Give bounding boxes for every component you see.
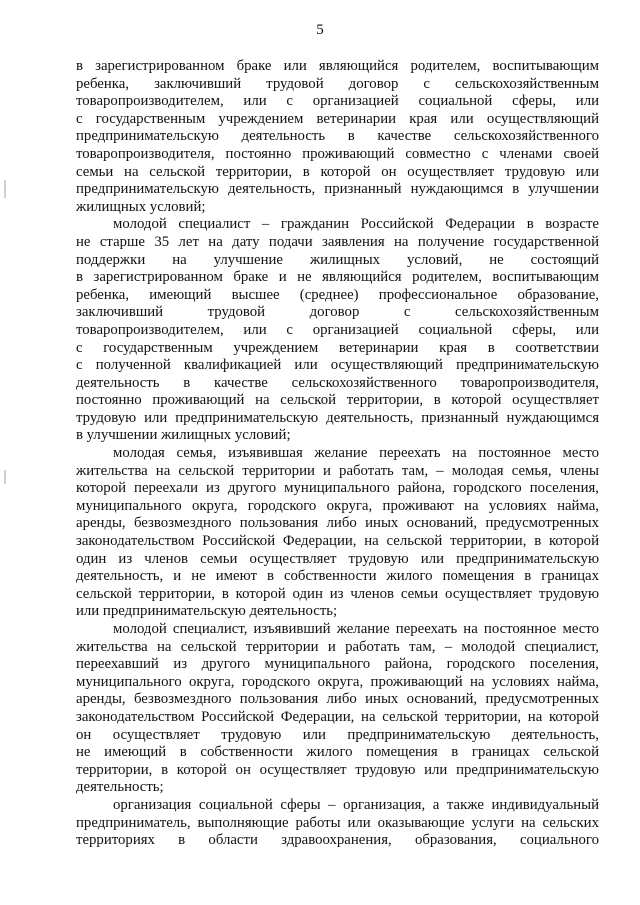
text-line: деятельность, и не имеют в собственности жилого помещения в границах <box>76 568 599 585</box>
text-line: в зарегистрированном браке и не являющийся родителем, воспитывающим <box>76 269 599 286</box>
paragraph-first-line: молодой специалист, изъявивший желание переехать на постоянное место <box>113 621 599 637</box>
text-line: деятельность в качестве сельскохозяйственного товаропроизводителя, <box>76 374 599 391</box>
text-line: заключивший трудовой договор с сельскохозяйственным <box>76 304 599 321</box>
text-line: деятельность; <box>76 779 164 796</box>
text-line: один из членов семьи осуществляет трудовую или предпринимательскую <box>76 550 599 567</box>
text-line: муниципального округа, городского округа, проживают на условиях найма, <box>76 497 599 514</box>
text-line: в улучшении жилищных условий; <box>76 427 291 444</box>
paragraph-first-line: организация социальной сферы – организация, а также индивидуальный <box>113 796 599 813</box>
text-line: предприниматель, выполняющие работы или оказывающие услуги на сельских <box>76 814 599 831</box>
text-line: семьи на сельской территории, в которой он осуществляет трудовую или <box>76 163 599 180</box>
text-line: ребенка, заключивший трудовой договор с сельскохозяйственным <box>76 75 599 92</box>
page-number: 5 <box>316 22 324 38</box>
scan-margin-mark <box>4 180 6 198</box>
text-line: в зарегистрированном браке или являющийся родителем, воспитывающим <box>76 58 599 74</box>
text-line: жилищных условий; <box>76 198 206 215</box>
paragraph-first-line: молодая семья, изъявившая желание переехать на постоянное место <box>113 445 599 462</box>
text-line: не старше 35 лет на дату подачи заявления на получение государственной <box>76 233 599 250</box>
text-line: предпринимательскую деятельность в качестве сельскохозяйственного <box>76 128 599 145</box>
text-line: переехавший из другого муниципального района, городского поселения, <box>76 656 599 673</box>
text-line: трудовую или предпринимательскую деятельность, признанный нуждающимся <box>76 409 599 426</box>
text-line: жительства на сельской территории и работать там, – молодая семья, члены <box>76 462 599 479</box>
text-line: товаропроизводителем, или с организацией социальной сферы, или <box>76 93 599 110</box>
text-line: муниципального округа, городского округа, проживающий на условиях найма, <box>76 673 599 690</box>
paragraph-first-line: молодой специалист – гражданин Российской Федерации в возрасте <box>113 216 599 233</box>
text-line: аренды, безвозмездного пользования либо иных оснований, предусмотренных <box>76 515 599 532</box>
text-line: жительства на сельской территории и работать там, – молодой специалист, <box>76 638 599 655</box>
text-line: поддержки на улучшение жилищных условий, не состоящий <box>76 251 599 268</box>
document-body-text <box>76 58 599 850</box>
text-line: предпринимательскую деятельность, признанный нуждающимся в улучшении <box>76 181 599 198</box>
text-line: не имеющий в собственности жилого помещения в границах сельской <box>76 744 599 761</box>
text-line: постоянно проживающий на сельской территории, в которой осуществляет <box>76 392 599 409</box>
text-line: аренды, безвозмездного пользования либо иных оснований, предусмотренных <box>76 691 599 708</box>
text-line: товаропроизводителя, постоянно проживающий совместно с членами своей <box>76 145 599 162</box>
text-line: территории, в которой он осуществляет трудовую или предпринимательскую <box>76 761 599 778</box>
text-line: которой переехали из другого муниципального района, городского поселения, <box>76 480 599 497</box>
text-line: законодательством Российской Федерации, на сельской территории, на которой <box>76 708 599 725</box>
text-line: с полученной квалификацией или осуществляющий предпринимательскую <box>76 357 599 374</box>
text-line: ребенка, имеющий высшее (среднее) профессиональное образование, <box>76 286 599 303</box>
text-line: законодательством Российской Федерации, на сельской территории, в которой <box>76 533 599 550</box>
text-line: или предпринимательскую деятельность; <box>76 603 338 620</box>
text-line: товаропроизводителем, или с организацией социальной сферы, или <box>76 321 599 338</box>
text-line: сельской территории, в которой один из членов семьи осуществляет трудовую <box>76 585 599 602</box>
text-line: территориях в области здравоохранения, образования, социального <box>76 832 599 849</box>
scan-margin-mark <box>4 470 6 484</box>
text-line: с государственным учреждением ветеринарии края или осуществляющий <box>76 110 599 127</box>
text-line: он осуществляет трудовую или предпринимательскую деятельность, <box>76 726 599 743</box>
text-line: с государственным учреждением ветеринарии края в соответствии <box>76 339 599 356</box>
